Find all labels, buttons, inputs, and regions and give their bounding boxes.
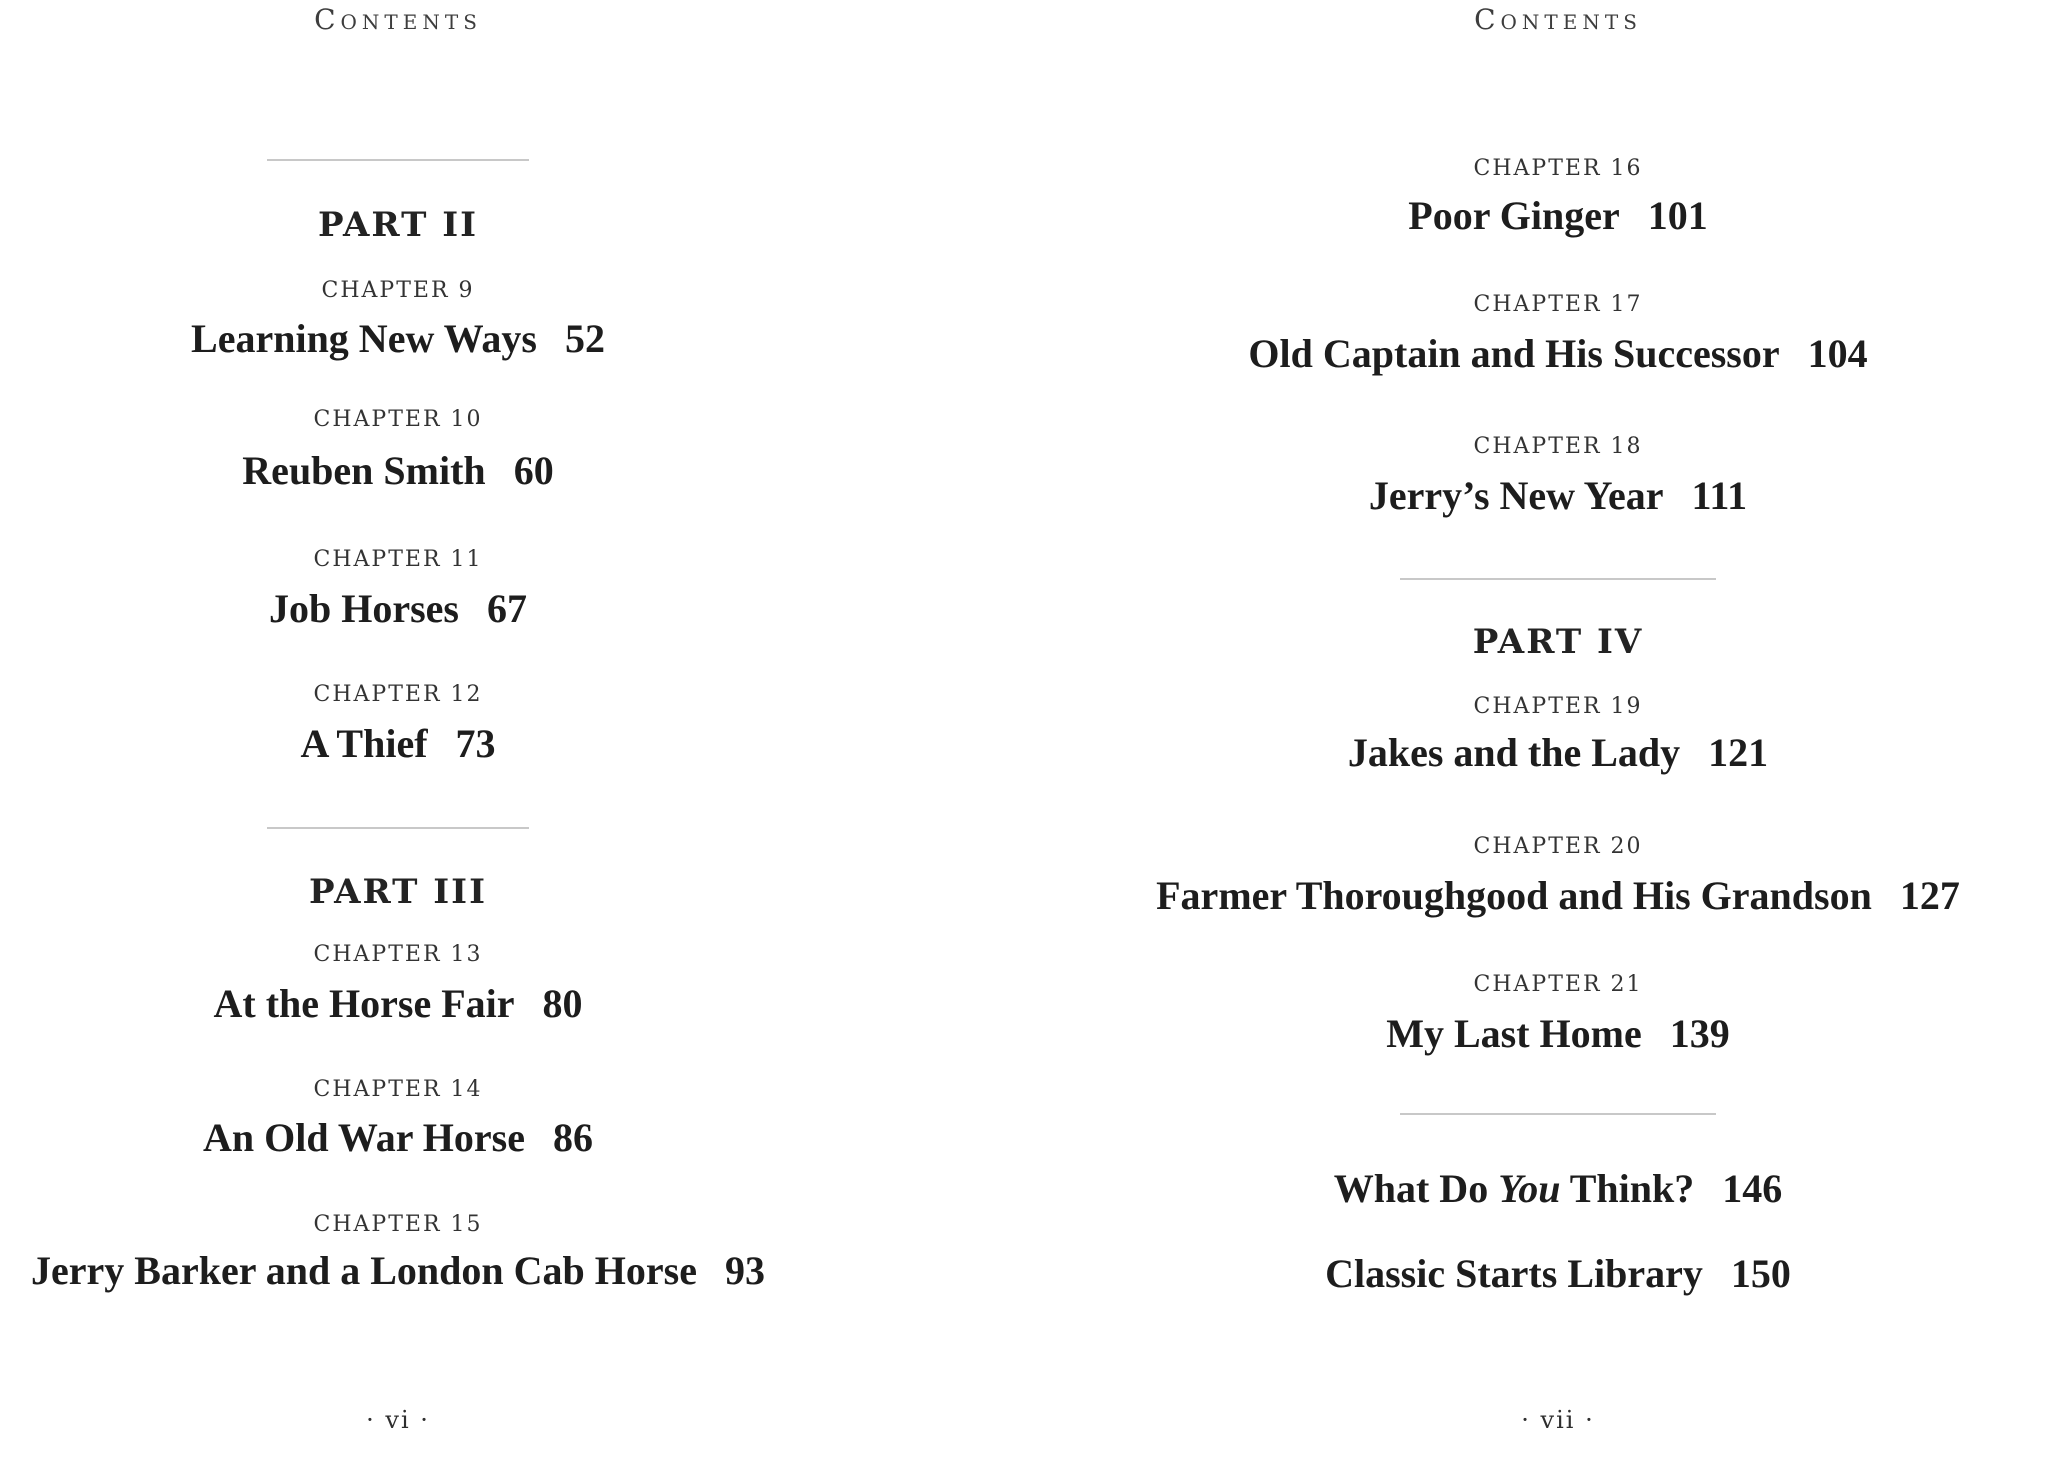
chapter-title: A Thief (300, 721, 428, 766)
backmatter-title: Classic Starts Library (1325, 1251, 1703, 1296)
chapter-title: At the Horse Fair (213, 981, 515, 1026)
part-heading: PART IV (1472, 622, 1644, 662)
backmatter-entry (1150, 1251, 1966, 1296)
chapter-page-number: 93 (724, 1248, 765, 1293)
chapter-number-label: CHAPTER 14 (313, 1077, 483, 1102)
chapter-title: Learning New Ways (191, 316, 537, 361)
toc-entry (0, 316, 796, 361)
chapter-page-number: 150 (1730, 1251, 1791, 1296)
section-divider (1400, 578, 1716, 580)
section-divider (267, 159, 529, 161)
toc-entry (0, 586, 796, 631)
toc-page-right (1150, 0, 1966, 1461)
page-folio: · vi · (366, 1406, 430, 1434)
page-folio: · vii · (1521, 1406, 1595, 1434)
chapter-number-label: CHAPTER 15 (313, 1212, 483, 1237)
chapter-title: Jerry Barker and a London Cab Horse (31, 1248, 697, 1293)
chapter-number-label: CHAPTER 18 (1473, 434, 1643, 459)
chapter-title: Farmer Thoroughgood and His Grandson (1156, 873, 1872, 918)
toc-entry (0, 721, 796, 766)
chapter-page-number: 139 (1669, 1011, 1730, 1056)
backmatter-title: Think? (1560, 1166, 1695, 1211)
chapter-page-number: 127 (1899, 873, 1960, 918)
chapter-page-number: 67 (487, 586, 527, 631)
chapter-page-number: 104 (1807, 331, 1868, 376)
chapter-page-number: 60 (513, 448, 554, 493)
chapter-number-label: CHAPTER 10 (313, 407, 483, 432)
part-heading: PART II (317, 205, 479, 245)
chapter-title: Poor Ginger (1408, 193, 1620, 238)
toc-entry (0, 981, 796, 1026)
chapter-number-label: CHAPTER 12 (313, 682, 483, 707)
chapter-title: My Last Home (1386, 1011, 1642, 1056)
section-divider (267, 827, 529, 829)
toc-entry (1150, 873, 1966, 918)
chapter-page-number: 80 (542, 981, 583, 1026)
chapter-number-label: CHAPTER 16 (1473, 156, 1643, 181)
chapter-title: Old Captain and His Successor (1248, 331, 1780, 376)
part-heading: PART III (309, 872, 487, 912)
chapter-page-number: 121 (1708, 730, 1769, 775)
toc-entry (0, 1115, 796, 1160)
toc-entry (0, 448, 796, 493)
toc-entry (1150, 730, 1966, 775)
chapter-number-label: CHAPTER 11 (313, 547, 483, 572)
chapter-number-label: CHAPTER 21 (1473, 972, 1643, 997)
chapter-page-number: 111 (1691, 473, 1748, 518)
toc-entry (1150, 473, 1966, 518)
backmatter-title-italic: You (1498, 1166, 1561, 1211)
chapter-title: An Old War Horse (203, 1115, 525, 1160)
toc-entry (0, 1248, 796, 1293)
chapter-title: Job Horses (269, 586, 459, 631)
toc-page-left (0, 0, 796, 1461)
contents-header: Contents (314, 3, 482, 36)
backmatter-title: What Do (1333, 1166, 1499, 1211)
chapter-page-number: 52 (564, 316, 605, 361)
toc-entry (1150, 1011, 1966, 1056)
chapter-page-number: 146 (1722, 1166, 1783, 1211)
chapter-title: Jakes and the Lady (1347, 730, 1681, 775)
chapter-page-number: 86 (552, 1115, 593, 1160)
contents-header: Contents (1474, 3, 1642, 36)
toc-entry (1150, 193, 1966, 238)
chapter-title: Jerry’s New Year (1368, 473, 1664, 518)
section-divider (1400, 1113, 1716, 1115)
chapter-title: Reuben Smith (242, 448, 486, 493)
chapter-number-label: CHAPTER 17 (1473, 292, 1643, 317)
chapter-page-number: 101 (1647, 193, 1708, 238)
backmatter-entry (1150, 1166, 1966, 1211)
chapter-number-label: CHAPTER 19 (1473, 694, 1643, 719)
chapter-number-label: CHAPTER 9 (321, 278, 475, 303)
chapter-page-number: 73 (455, 721, 496, 766)
toc-entry (1150, 331, 1966, 376)
chapter-number-label: CHAPTER 20 (1473, 834, 1643, 859)
chapter-number-label: CHAPTER 13 (313, 942, 483, 967)
